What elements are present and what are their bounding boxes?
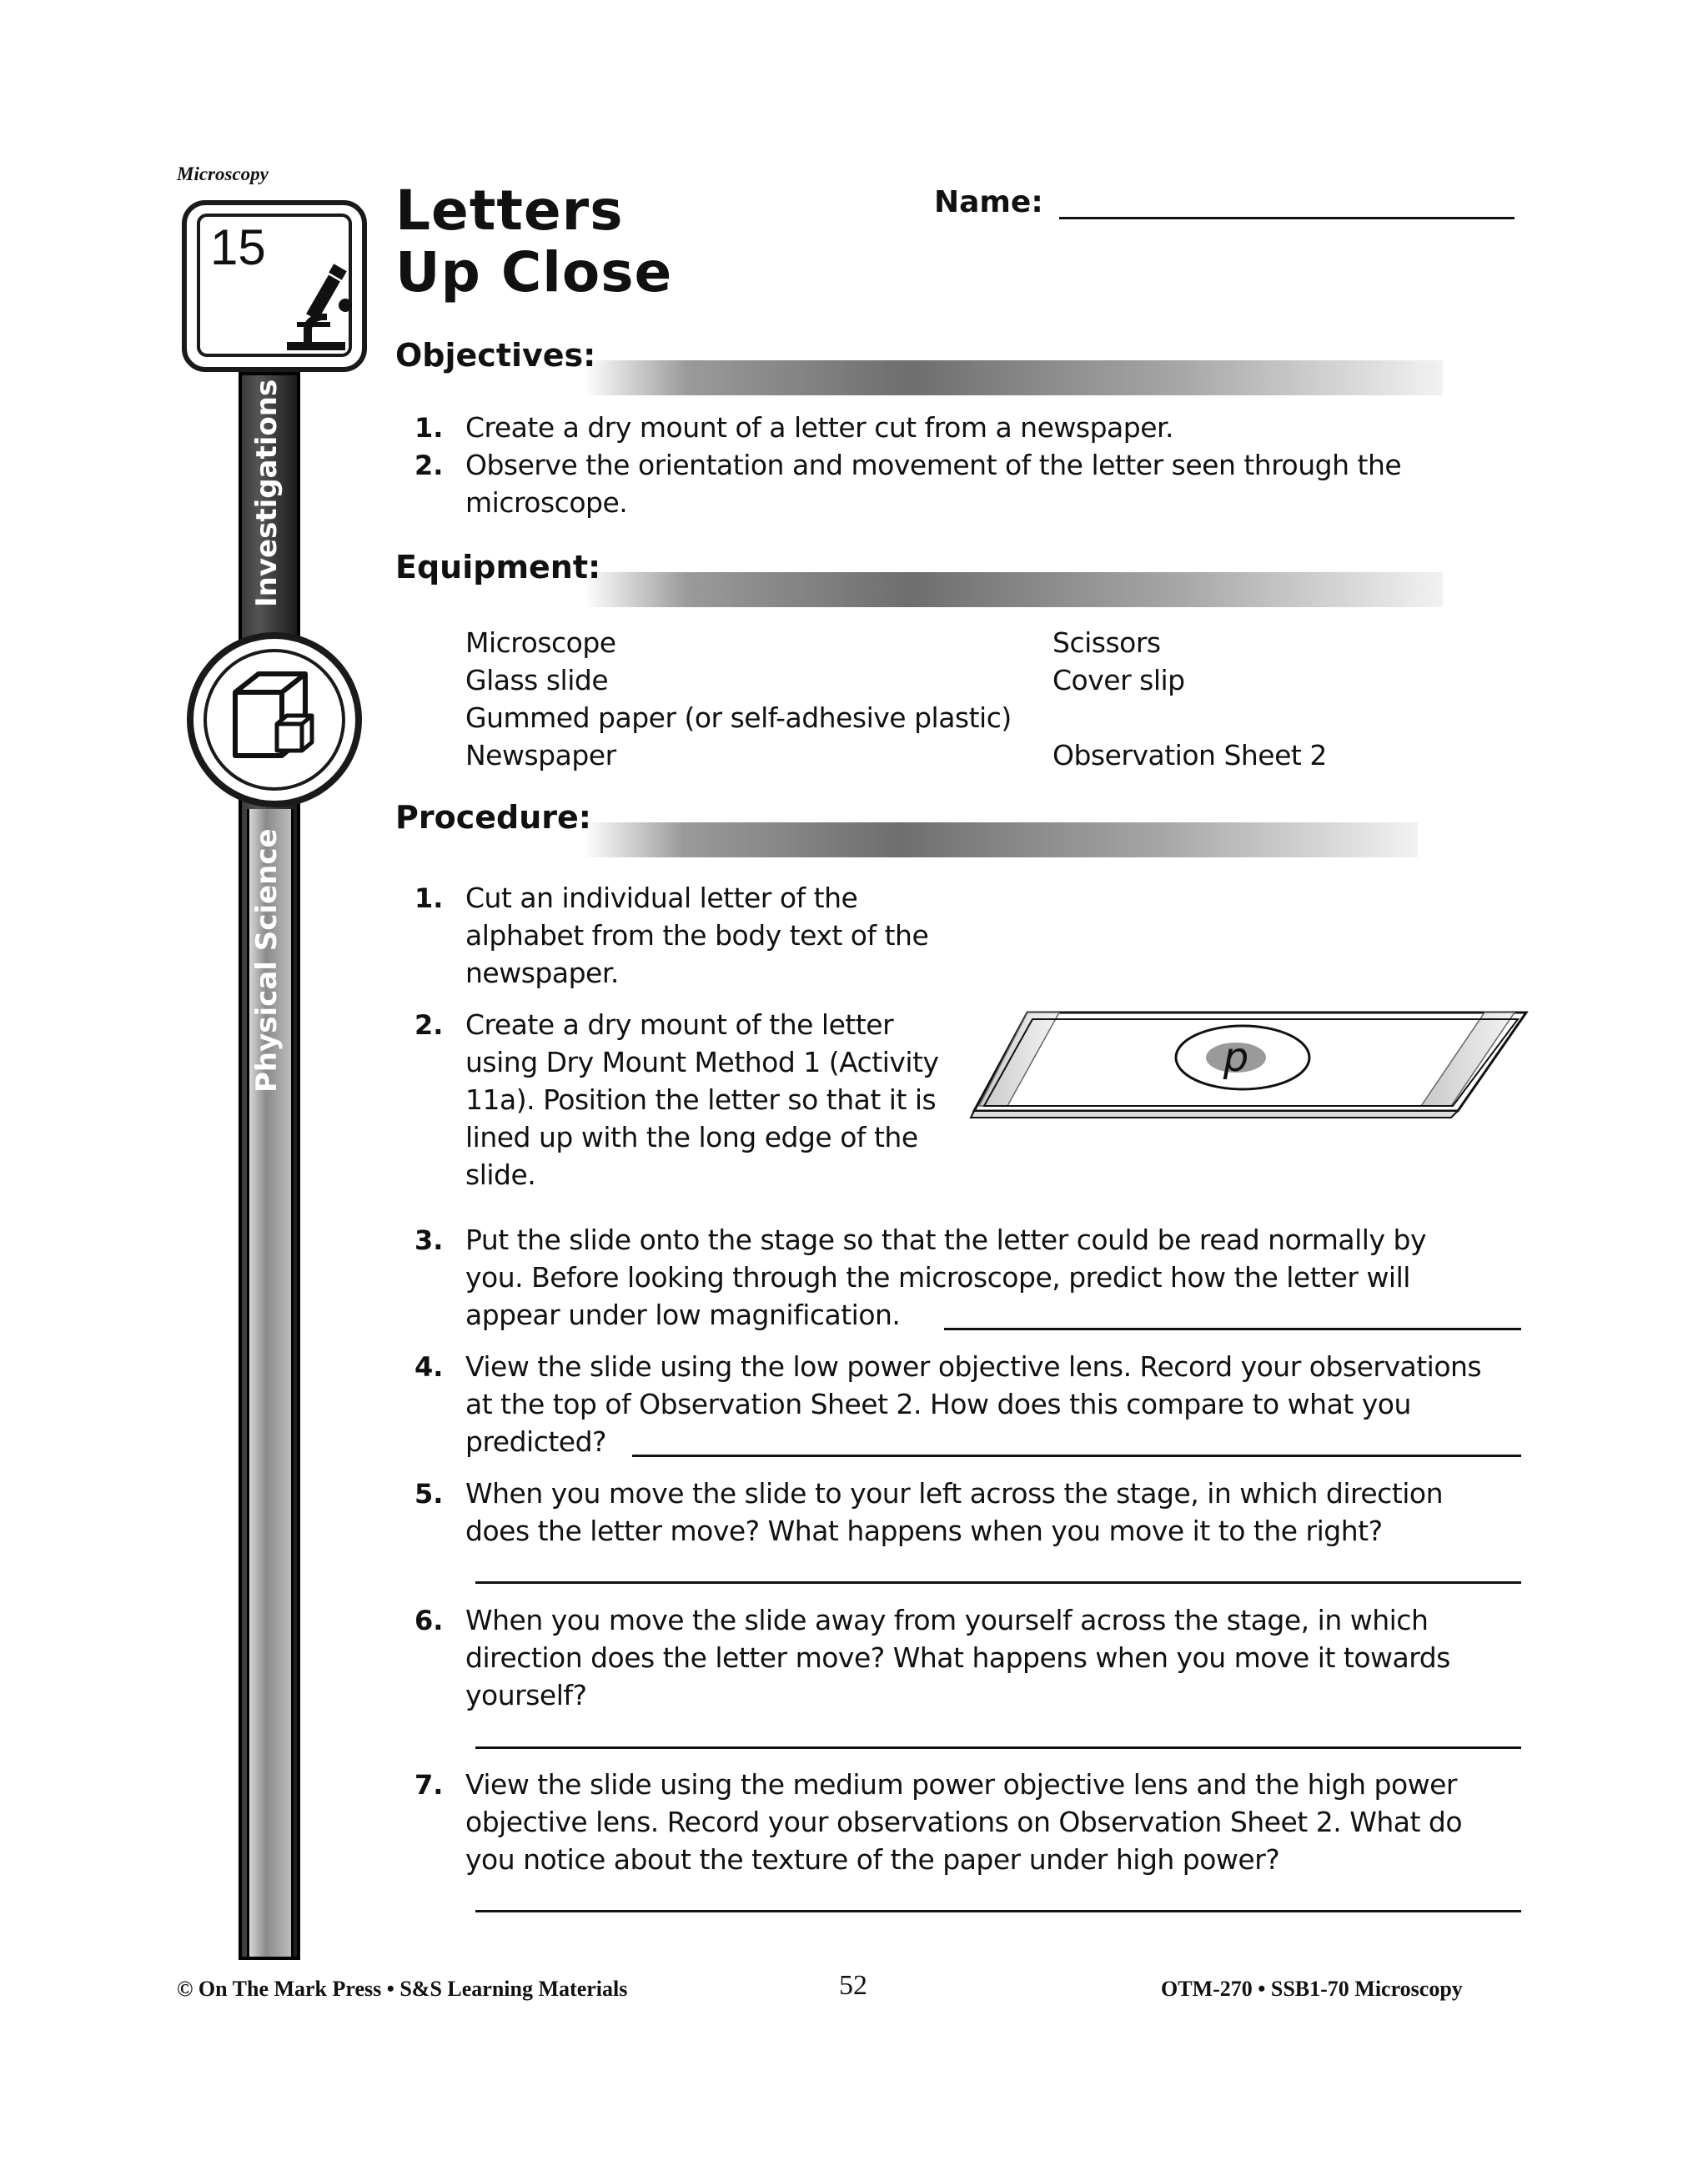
step-text: Put the slide onto the stage so that the letter could be read normally by — [465, 1224, 1426, 1256]
step-number: 4. — [414, 1351, 444, 1383]
step-text: at the top of Observation Sheet 2. How does this compare to what you — [465, 1388, 1411, 1420]
activity-number: 15 — [210, 219, 266, 275]
step-text: Cut an individual letter of the — [465, 882, 858, 914]
step-number: 3. — [414, 1224, 444, 1256]
step-number: 2. — [414, 1009, 444, 1041]
page-number: 52 — [839, 1970, 867, 2001]
step-text: View the slide using the medium power objective lens and the high power — [465, 1768, 1457, 1801]
step-text: alphabet from the body text of the — [465, 919, 929, 952]
equipment-item: Cover slip — [1052, 664, 1185, 696]
objectives-heading: Objectives: — [395, 337, 596, 374]
step-text: direction does the letter move? What happens when you move it towards — [465, 1641, 1450, 1674]
step-text: Create a dry mount of the letter — [465, 1008, 894, 1041]
step-number: 5. — [414, 1478, 444, 1510]
objective-text: Observe the orientation and movement of the letter seen through the — [465, 449, 1402, 481]
objective-number: 2. — [414, 450, 444, 481]
title-line-1: Letters — [395, 178, 624, 243]
equipment-item: Glass slide — [465, 664, 609, 696]
procedure-heading-bar — [584, 822, 1418, 857]
running-head: Microscopy — [177, 163, 269, 184]
slide-letter: p — [1223, 1034, 1249, 1081]
step-text: using Dry Mount Method 1 (Activity — [465, 1046, 939, 1078]
step-text: newspaper. — [465, 957, 619, 989]
objective-number: 1. — [414, 412, 444, 444]
procedure-heading: Procedure: — [395, 799, 591, 836]
step-text: When you move the slide away from yourself across the stage, in which — [465, 1604, 1429, 1636]
slide-illustration — [967, 1001, 1535, 1126]
sidebar-label-physical-science: Physical Science — [250, 828, 284, 1093]
equipment-item: Newspaper — [465, 739, 616, 771]
equipment-item: Scissors — [1052, 626, 1161, 659]
step-text: slide. — [465, 1158, 536, 1191]
step-text: you. Before looking through the microscope, predict how the letter will — [465, 1261, 1410, 1294]
objective-text: Create a dry mount of a letter cut from a newspaper. — [465, 411, 1174, 444]
step-text: appear under low magnification. — [465, 1299, 901, 1331]
footer-publisher: © On The Mark Press • S&S Learning Materials — [177, 1977, 628, 2001]
step-text: When you move the slide to your left across the stage, in which direction — [465, 1477, 1444, 1510]
physical-science-emblem — [187, 632, 362, 807]
step-text: you notice about the texture of the paper under high power? — [465, 1843, 1280, 1876]
microscope-icon — [279, 264, 362, 355]
sidebar-label-investigations: Investigations — [250, 379, 284, 607]
step-text: View the slide using the low power objective lens. Record your observations — [465, 1350, 1482, 1383]
answer-line-step-7[interactable] — [475, 1910, 1521, 1912]
step-text: does the letter move? What happens when you move it to the right? — [465, 1515, 1383, 1547]
equipment-item: Gummed paper (or self-adhesive plastic) — [465, 701, 1012, 734]
answer-line-step-4[interactable] — [632, 1455, 1521, 1457]
objectives-heading-bar — [584, 360, 1443, 395]
activity-badge — [182, 200, 367, 372]
step-number: 7. — [414, 1769, 444, 1801]
answer-line-step-3[interactable] — [944, 1328, 1521, 1330]
cube-icon — [225, 669, 325, 769]
footer-code: OTM-270 • SSB1-70 Microscopy — [1161, 1977, 1463, 2001]
step-text: 11a). Position the letter so that it is — [465, 1083, 937, 1116]
step-number: 6. — [414, 1605, 444, 1636]
equipment-item: Microscope — [465, 626, 616, 659]
title-line-2: Up Close — [395, 240, 673, 304]
answer-line-step-5[interactable] — [475, 1581, 1521, 1584]
step-text: lined up with the long edge of the — [465, 1121, 918, 1153]
name-field[interactable] — [1059, 217, 1515, 219]
name-label: Name: — [934, 185, 1043, 219]
step-number: 1. — [414, 882, 444, 914]
equipment-heading: Equipment: — [395, 549, 601, 585]
page-title — [395, 180, 672, 304]
step-text: objective lens. Record your observations on Observation Sheet 2. What do — [465, 1806, 1463, 1838]
answer-line-step-6[interactable] — [475, 1746, 1521, 1749]
equipment-heading-bar — [584, 572, 1443, 607]
step-text: predicted? — [465, 1425, 607, 1458]
step-text: yourself? — [465, 1679, 587, 1711]
objective-text-cont: microscope. — [465, 486, 628, 519]
equipment-item: Observation Sheet 2 — [1052, 739, 1327, 771]
